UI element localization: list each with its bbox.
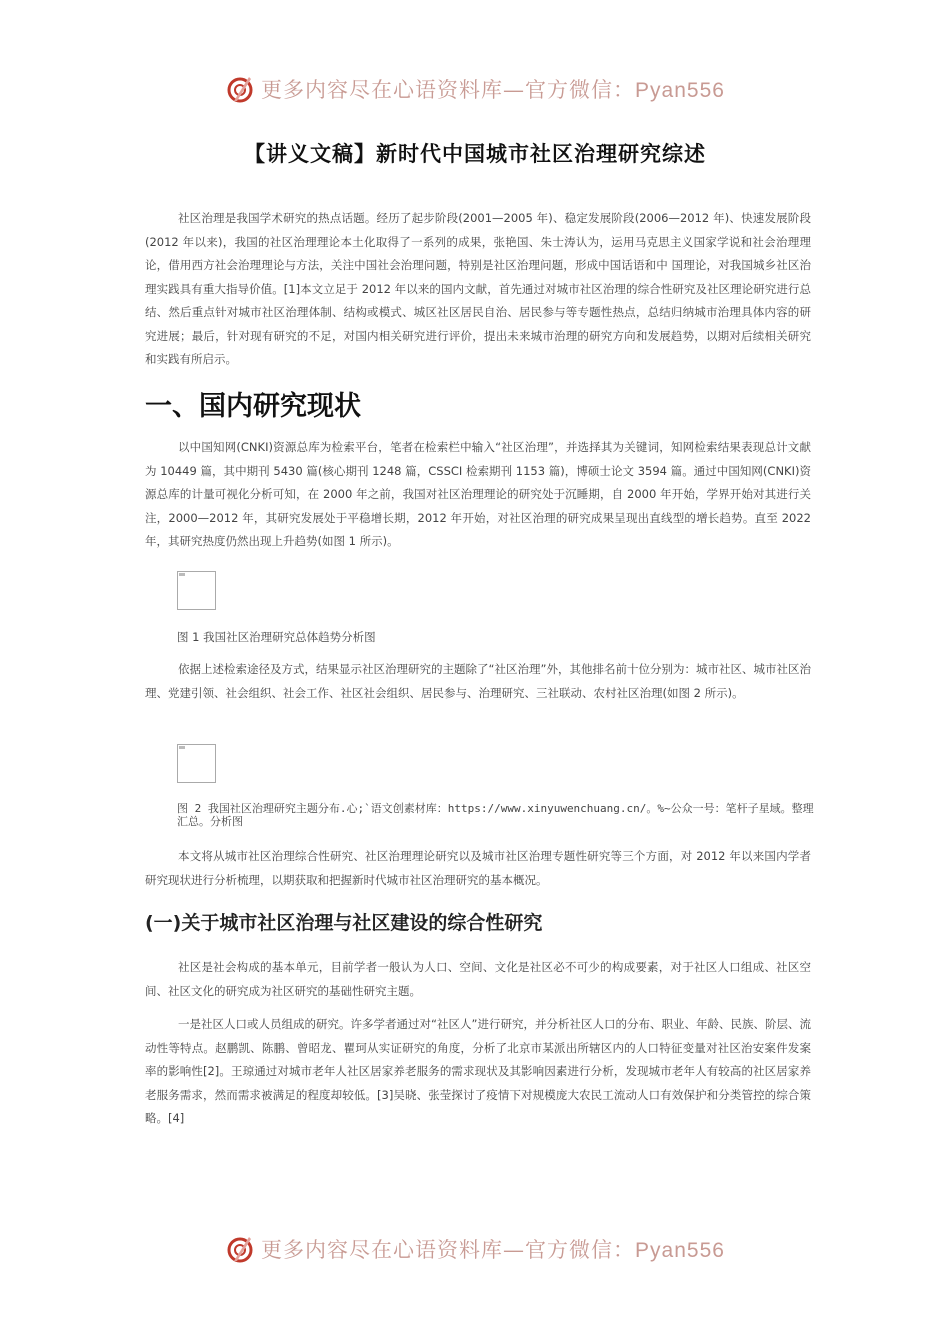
banner-text: 更多内容尽在心语资料库—官方微信：Pyan556 (261, 1238, 725, 1262)
section1-paragraph-2: 依据上述检索途径及方式，结果显示社区治理研究的主题除了“社区治理”外，其他排名前十位分别为：城市社区、城市社区治理、党建引领、社会组织、社会工作、社区社会组织、居民参与、治理研究、三社联动、农村社区治理(如图 2 所示)。 (145, 662, 811, 700)
figure-2-caption: 图 2 我国社区治理研究主题分布.心;`语文创素材库：https://www.xinyuwenchuang.cn/。%~公众一号：笔杆子星域。整理汇总。分析图 (177, 802, 814, 828)
header-watermark-banner (0, 74, 950, 108)
section2-paragraph-1: 社区是社会构成的基本单元，目前学者一般认为人口、空间、文化是社区必不可少的构成要素，对于社区人口组成、社区空间、社区文化的研究成为社区研究的基础性研究主题。 (145, 960, 811, 998)
figure-2-placeholder-image (177, 744, 216, 783)
quill-logo-icon (225, 74, 255, 104)
wechat-id: Pyan556 (635, 79, 725, 102)
wechat-id: Pyan556 (635, 1239, 725, 1262)
quill-logo-icon (225, 1234, 255, 1264)
footer-watermark-banner (0, 1234, 950, 1268)
section-heading-2: (一)关于城市社区治理与社区建设的综合性研究 (145, 912, 543, 934)
figure-1-caption: 图 1 我国社区治理研究总体趋势分析图 (177, 630, 376, 644)
figure-1-placeholder-image (177, 571, 216, 610)
banner-text: 更多内容尽在心语资料库—官方微信：Pyan556 (261, 78, 725, 102)
section1-paragraph-3: 本文将从城市社区治理综合性研究、社区治理理论研究以及城市社区治理专题性研究等三个方面，对 2012 年以来国内学者研究现状进行分析梳理，以期获取和把握新时代城市社区治理研究的基本概况。 (145, 849, 811, 887)
document-title: 【讲义文稿】新时代中国城市社区治理研究综述 (244, 142, 706, 166)
intro-paragraph: 社区治理是我国学术研究的热点话题。经历了起步阶段(2001—2005 年)、稳定发展阶段(2006—2012 年)、快速发展阶段(2012 年以来)，我国的社区治理理论本土化取得了一系列的成果，张艳国、朱士涛认为，运用马克思主义国家学说和社会治理理论，借用西方社会治理理论与方法，关注中国社会治理问题，特别是社区治理问题，形成中国话语和中 国理论，对我国城乡社区治理实践具有重大指导价值。[1]本文立足于 2012 年以来的国内文献，首先通过对城市社区治理的综合性研究及社区理论研究进行总结、然后重点针对城市社区治理体制、结构或模式、城区社区居民自治、居民参与等专题性热点，总结归纳城市治理具体内容的研究进展；最后，针对现有研究的不足，对国内相关研究进行评价，提出未来城市治理的研究方向和发展趋势，以期对后续相关研究和实践有所启示。 (145, 211, 811, 366)
section-heading-1: 一、国内研究现状 (145, 391, 361, 422)
section2-paragraph-2: 一是社区人口或人员组成的研究。许多学者通过对“社区人”进行研究，并分析社区人口的分布、职业、年龄、民族、阶层、流动性等特点。赵鹏凯、陈鹏、曾昭龙、瞿珂从实证研究的角度，分析了北京市某派出所辖区内的人口特征变量对社区治安案件发案率的影响性[2]。王琼通过对城市老年人社区居家养老服务的需求现状及其影响因素进行分析，发现城市老年人有较高的社区居家养老服务需求，然而需求被满足的程度却较低。[3]吴晓、张莹探讨了疫情下对规模庞大农民工流动人口有效保护和分类管控的综合策略。[4] (145, 1017, 811, 1125)
section1-paragraph-1: 以中国知网(CNKI)资源总库为检索平台，笔者在检索栏中输入“社区治理”，并选择其为关键词，知网检索结果表现总计文献为 10449 篇，其中期刊 5430 篇(核心期刊 1248 篇，CSSCI 检索期刊 1153 篇)，博硕士论文 3594 篇。通过中国知网(CNKI)资源总库的计量可视化分析可知，在 2000 年之前，我国对社区治理理论的研究处于沉睡期，自 2000 年开始，学界开始对其进行关注，2000—2012 年，其研究发展处于平稳增长期，2012 年开始，对社区治理的研究成果呈现出直线型的增长趋势。直至 2022 年，其研究热度仍然出现上升趋势(如图 1 所示)。 (145, 440, 811, 548)
